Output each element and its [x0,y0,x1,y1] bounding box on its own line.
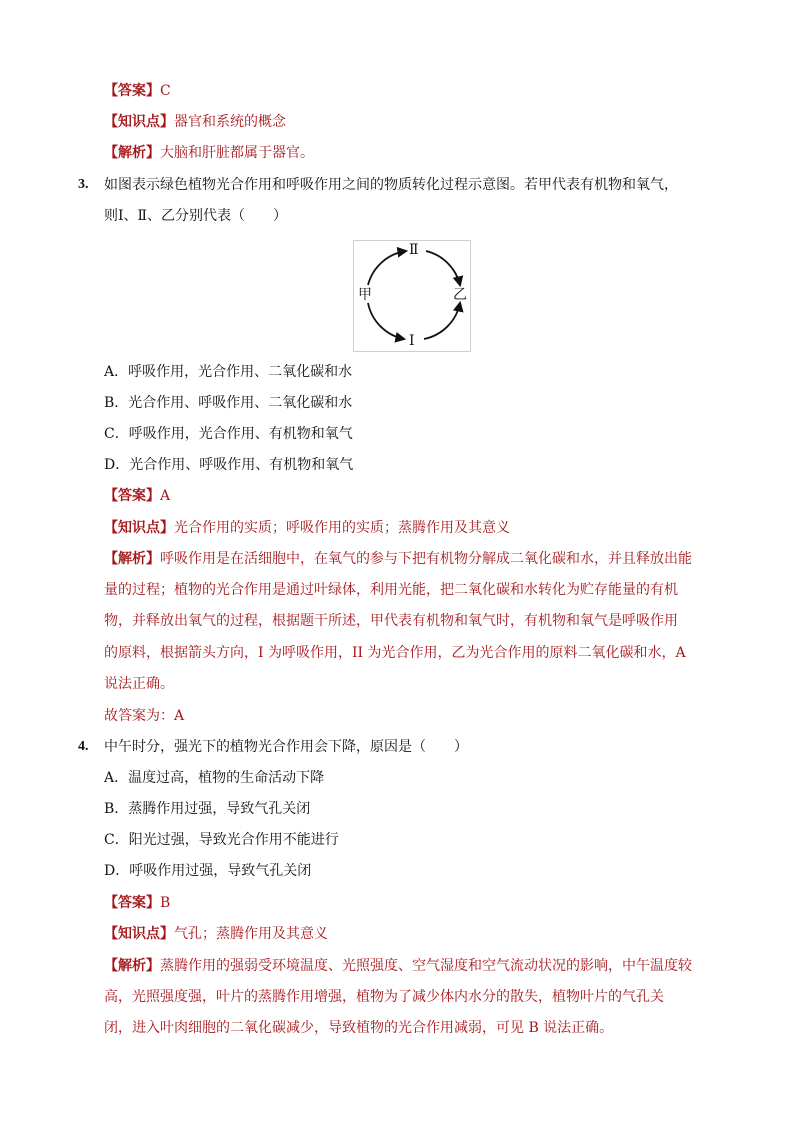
q3-stem-line-2: 则Ⅰ、Ⅱ、乙分别代表（ ） [104,208,288,224]
answer-tag: 【答案】 [104,83,160,99]
label-i: Ⅰ [409,333,415,349]
analysis-text: 蒸腾作用的强弱受环境温度、光照强度、空气湿度和空气流动状况的影响，中午温度较 [160,958,692,974]
arrow-jia-to-i [368,303,404,339]
q4-analysis-line-1 [104,956,692,976]
q3-final-answer: 故答案为：A [104,708,185,724]
knowledge-value: 气孔；蒸腾作用及其意义 [174,926,328,942]
cycle-diagram [353,240,471,352]
arrow-jia-to-ii [368,251,406,285]
q4-analysis-line-2: 高，光照强度强，叶片的蒸腾作用增强，植物为了减少体内水分的散失，植物叶片的气孔关 [104,989,664,1005]
question-number-4: 4. [78,739,89,754]
knowledge-value: 光合作用的实质；呼吸作用的实质；蒸腾作用及其意义 [174,520,510,536]
q3-analysis-line-5: 说法正确。 [104,676,174,692]
q3-option-c: C．呼吸作用，光合作用、有机物和氧气 [104,426,353,442]
knowledge-value: 器官和系统的概念 [174,114,286,130]
q3-option-d: D．光合作用、呼吸作用、有机物和氧气 [104,457,354,473]
arrow-i-to-yi [424,303,460,339]
q2-analysis-line [104,143,314,163]
label-yi: 乙 [453,287,467,303]
analysis-tag: 【解析】 [104,958,160,974]
q3-analysis-line-1 [104,549,692,569]
answer-tag: 【答案】 [104,488,160,504]
knowledge-tag: 【知识点】 [104,114,174,130]
analysis-tag: 【解析】 [104,551,160,567]
q3-analysis-line-4: 的原料，根据箭头方向，I 为呼吸作用，II 为光合作用，乙为光合作用的原料二氧化碳和水，A [104,645,686,661]
q4-option-a: A．温度过高，植物的生命活动下降 [104,770,325,786]
label-jia: 甲 [358,287,372,303]
analysis-text: 呼吸作用是在活细胞中，在氧气的参与下把有机物分解成二氧化碳和水，并且释放出能 [160,551,692,567]
answer-value: B [160,895,171,911]
q3-answer-line [104,486,170,506]
q4-option-c: C．阳光过强，导致光合作用不能进行 [104,832,339,848]
q4-answer-line [104,893,170,913]
analysis-tag: 【解析】 [104,145,160,161]
knowledge-tag: 【知识点】 [104,520,174,536]
question-number-3: 3. [78,177,89,192]
q4-option-b: B．蒸腾作用过强，导致气孔关闭 [104,801,311,817]
q3-analysis-line-3: 物，并释放出氧气的过程，根据题干所述，甲代表有机物和氧气时，有机物和氧气是呼吸作用 [104,613,678,629]
q2-knowledge-line [104,112,286,132]
answer-value: A [160,488,171,504]
answer-tag: 【答案】 [104,895,160,911]
q3-option-b: B．光合作用、呼吸作用、二氧化碳和水 [104,395,353,411]
analysis-text: 大脑和肝脏都属于器官。 [160,145,314,161]
q3-stem-line-1: 如图表示绿色植物光合作用和呼吸作用之间的物质转化过程示意图。若甲代表有机物和氧气， [104,177,678,193]
q4-analysis-line-3: 闭，进入叶肉细胞的二氧化碳减少，导致植物的光合作用减弱，可见 B 说法正确。 [104,1020,614,1036]
q3-option-a: A．呼吸作用，光合作用、二氧化碳和水 [104,364,353,380]
q4-option-d: D．呼吸作用过强，导致气孔关闭 [104,863,312,879]
arrow-ii-to-yi [426,251,460,285]
q3-knowledge-line [104,518,510,538]
q2-answer-line [104,81,171,101]
label-ii: Ⅱ [409,242,419,258]
q4-stem: 中午时分，强光下的植物光合作用会下降，原因是（ ） [104,739,468,755]
knowledge-tag: 【知识点】 [104,926,174,942]
q4-knowledge-line [104,924,328,944]
answer-value: C [160,83,171,99]
q3-analysis-line-2: 量的过程；植物的光合作用是通过叶绿体，利用光能，把二氧化碳和水转化为贮存能量的有机 [104,582,678,598]
cycle-diagram-svg [354,241,470,351]
